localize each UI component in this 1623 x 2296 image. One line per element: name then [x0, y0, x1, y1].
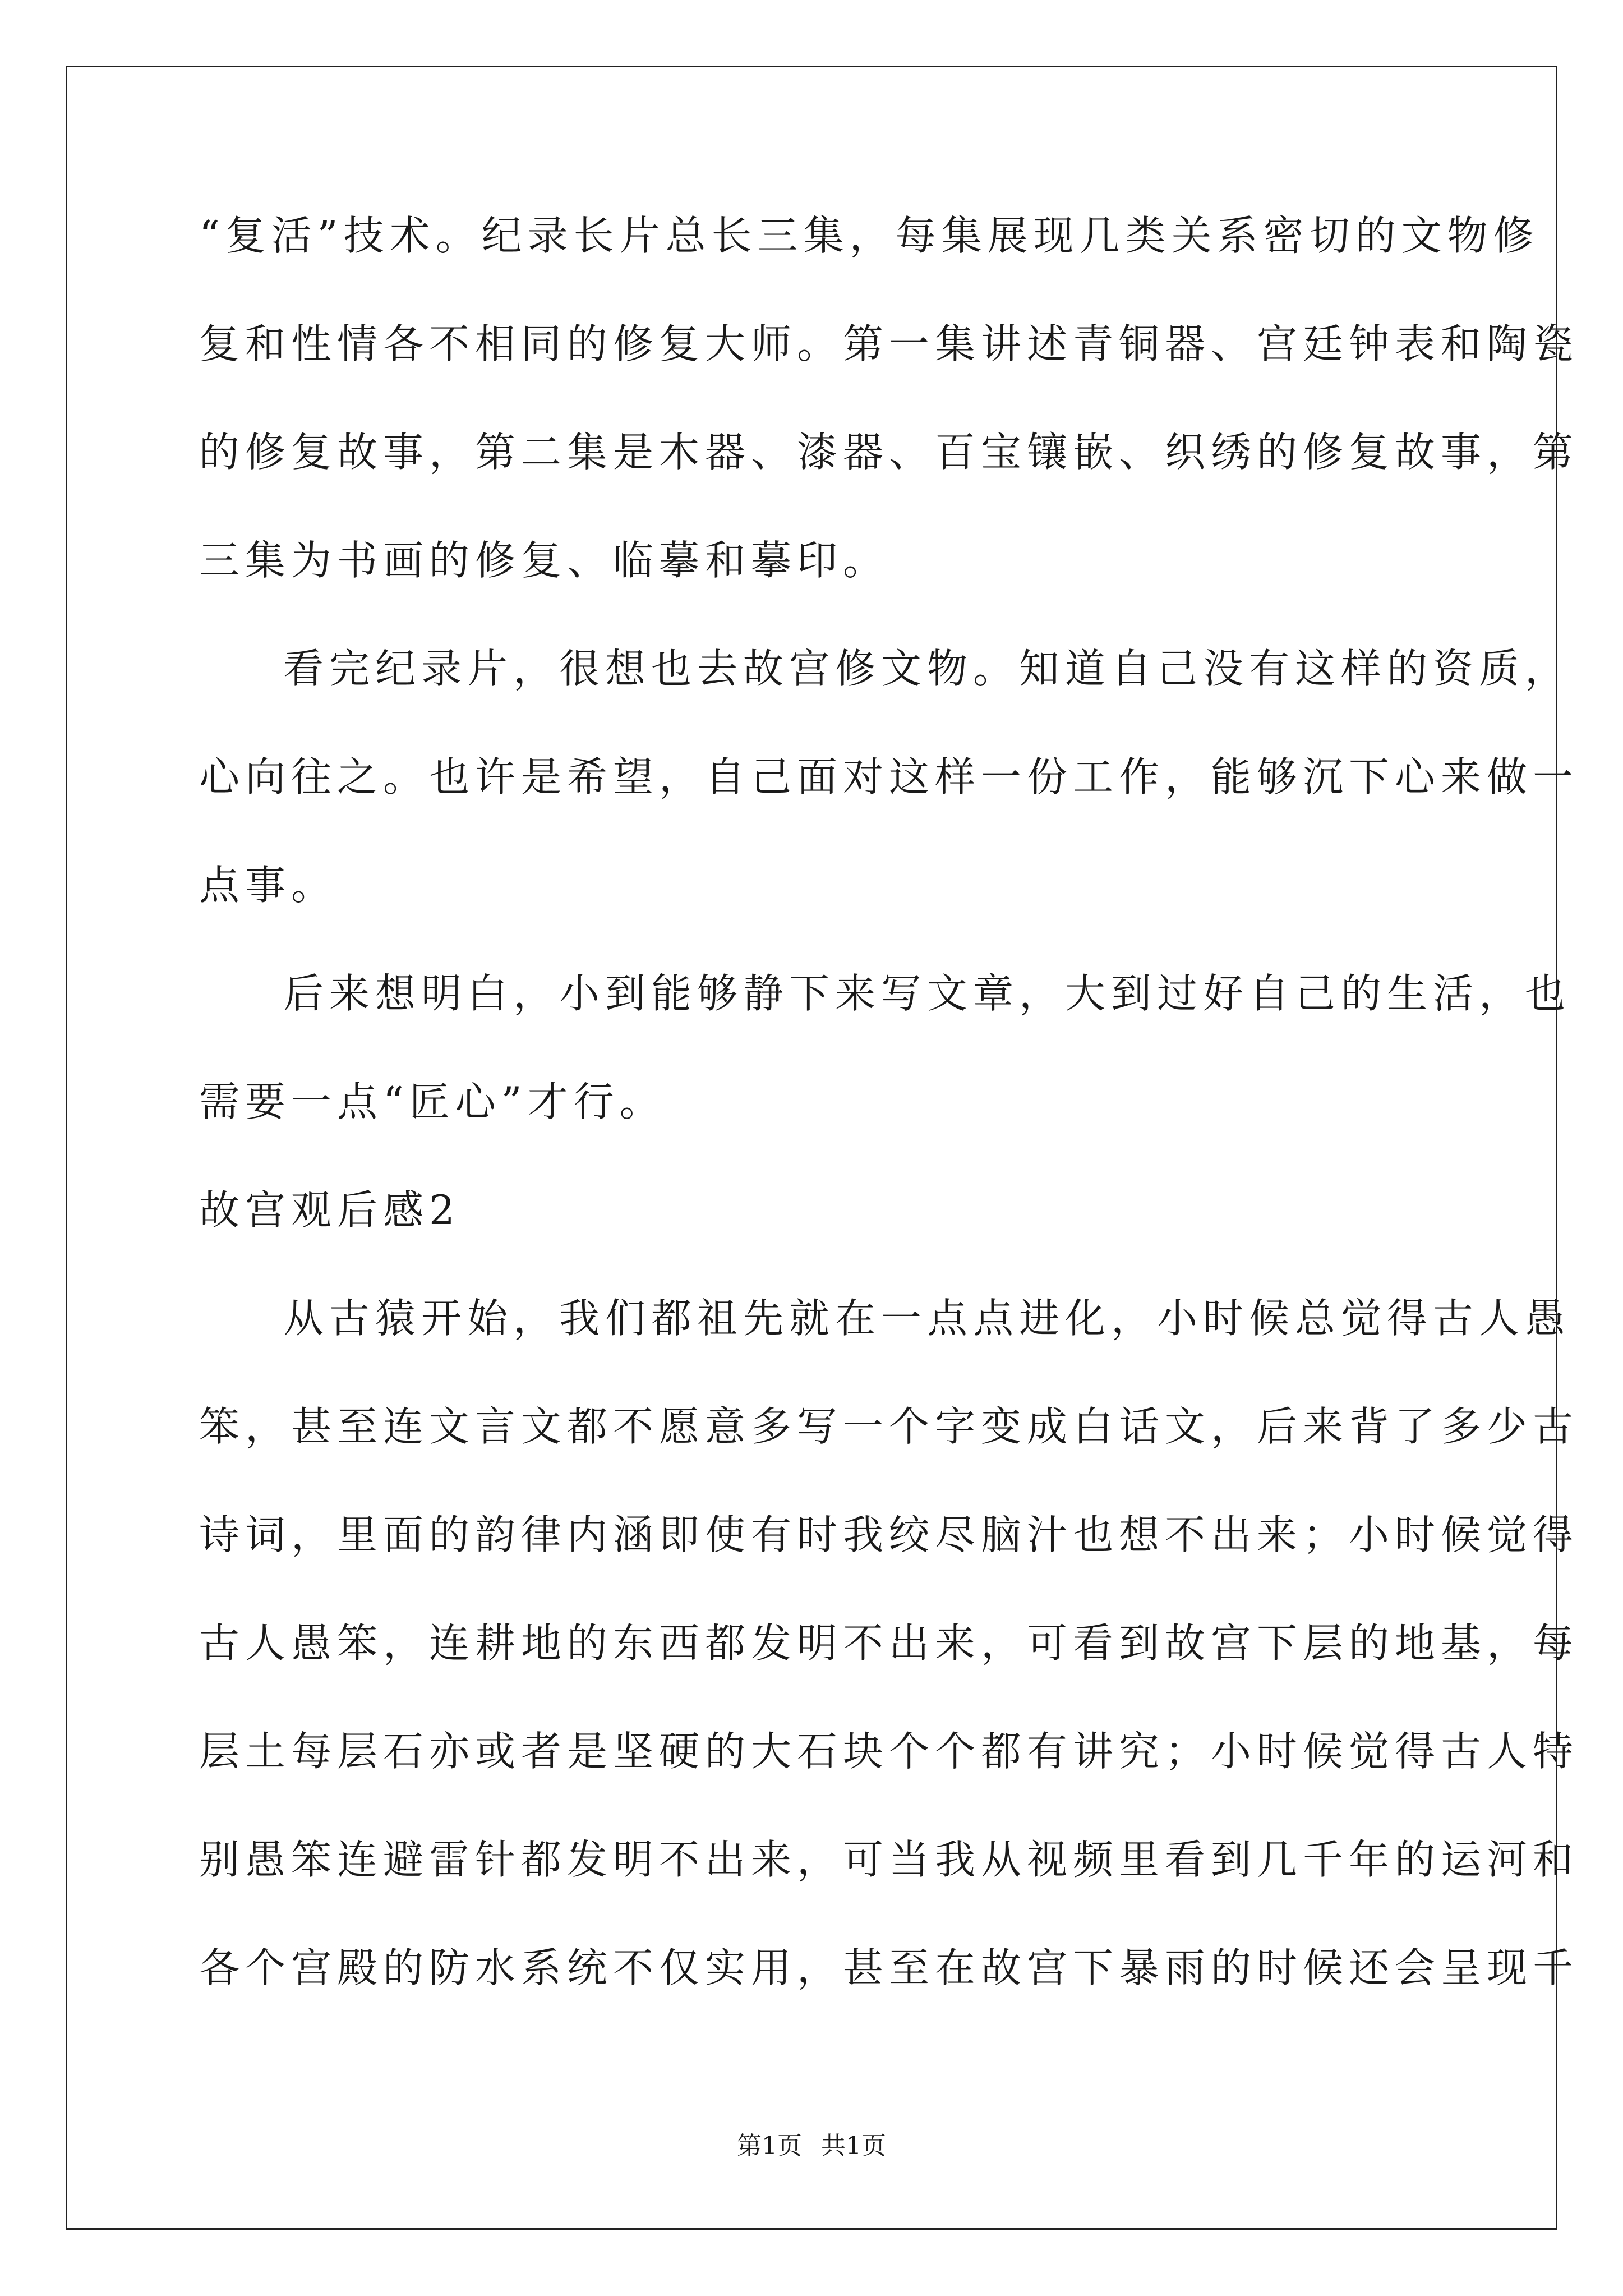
- text-line: 心向往之。也许是希望，自己面对这样一份工作，能够沉下心来做一: [199, 753, 1579, 800]
- text-line: 需要一点“匠心”才行。: [199, 1078, 666, 1125]
- text-line: 诗词，里面的韵律内涵即使有时我绞尽脑汁也想不出来；小时候觉得: [199, 1511, 1579, 1558]
- text-line: 层土每层石亦或者是坚硬的大石块个个都有讲究；小时候觉得古人特: [199, 1728, 1579, 1775]
- text-line: 笨，甚至连文言文都不愿意多写一个字变成白话文，后来背了多少古: [199, 1403, 1579, 1450]
- paragraph-start-line: 从古猿开始，我们都祖先就在一点点进化，小时候总觉得古人愚: [283, 1295, 1571, 1342]
- paragraph-start-line: 后来想明白，小到能够静下来写文章，大到过好自己的生活，也: [283, 970, 1571, 1017]
- page-total: 共1页: [821, 2132, 886, 2160]
- text-line: 点事。: [199, 862, 338, 909]
- text-line: 各个宫殿的防水系统不仅实用，甚至在故宫下暴雨的时候还会呈现千: [199, 1944, 1579, 1991]
- document-body: [199, 209, 1579, 2050]
- text-line: 的修复故事，第二集是木器、漆器、百宝镶嵌、织绣的修复故事，第: [199, 429, 1579, 476]
- section-heading: 故宫观后感2: [199, 1186, 460, 1234]
- text-line: 古人愚笨，连耕地的东西都发明不出来，可看到故宫下层的地基，每: [199, 1619, 1579, 1667]
- paragraph-start-line: 看完纪录片，很想也去故宫修文物。知道自己没有这样的资质，: [283, 645, 1571, 692]
- page-number: 第1页: [737, 2132, 802, 2160]
- text-line: 三集为书画的修复、临摹和摹印。: [199, 537, 889, 584]
- text-line: 别愚笨连避雷针都发明不出来，可当我从视频里看到几千年的运河和: [199, 1836, 1579, 1883]
- text-line: 复和性情各不相同的修复大师。第一集讲述青铜器、宫廷钟表和陶瓷: [199, 320, 1579, 367]
- page-footer: [0, 2129, 1623, 2163]
- text-line: “复活”技术。纪录长片总长三集，每集展现几类关系密切的文物修: [199, 212, 1539, 259]
